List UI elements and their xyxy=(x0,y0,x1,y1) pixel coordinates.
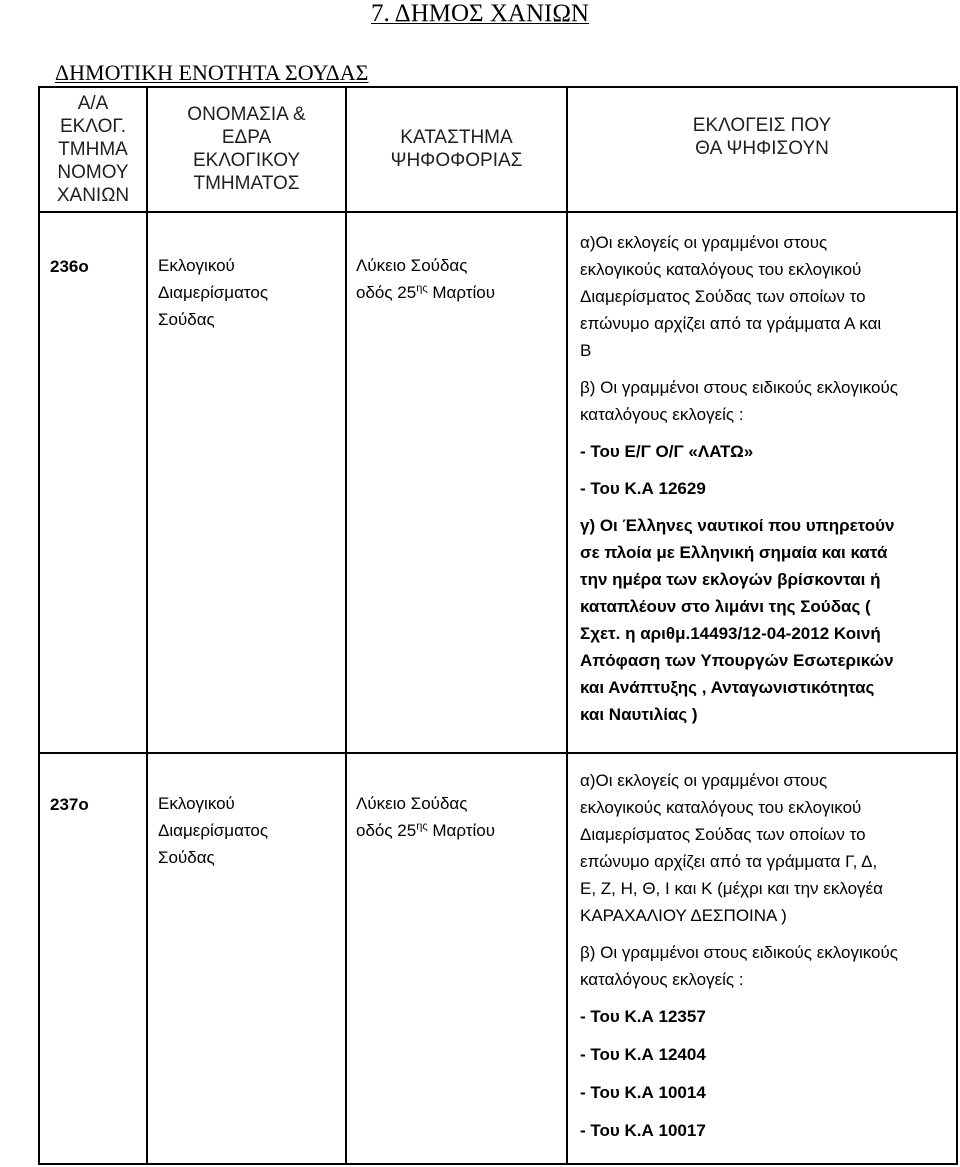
voters-clause-b: β) Οι γραμμένοι στους ειδικούς εκλογικούς καταλόγους εκλογείς : xyxy=(580,943,898,989)
header-polling-station: ΚΑΤΑΣΤΗΜΑ ΨΗΦΟΦΟΡΙΑΣ xyxy=(390,127,523,171)
header-section-name: ΟΝΟΜΑΣΙΑ & ΕΔΡΑ ΕΚΛΟΓΙΚΟΥ ΤΜΗΜΑΤΟΣ xyxy=(187,104,306,194)
column-divider-3 xyxy=(566,86,568,1165)
special-lists: - Του Ε/Γ Ο/Γ «ΛΑΤΩ» - Του Κ.Α 12629 xyxy=(580,442,754,498)
table-right-border xyxy=(956,86,958,1165)
table-left-border xyxy=(38,86,40,1165)
header-voters: ΕΚΛΟΓΕΙΣ ΠΟΥ ΘΑ ΨΗΦΙΣΟΥΝ xyxy=(692,115,832,159)
header-section-number: Α/Α ΕΚΛΟΓ. ΤΜΗΜΑ ΝΟΜΟΥ ΧΑΝΙΩΝ xyxy=(56,93,130,206)
section-name: Εκλογικού Διαμερίσματος Σούδας xyxy=(158,794,269,867)
column-divider-2 xyxy=(345,86,347,1165)
voters-description xyxy=(580,767,952,1144)
section-name: Εκλογικού Διαμερίσματος Σούδας xyxy=(158,256,269,329)
column-divider-1 xyxy=(146,86,148,1165)
voters-clause-a: α)Οι εκλογείς οι γραμμένοι στους εκλογικούς καταλόγους του εκλογικού Διαμερίσματος Σούδας των οποίων το επώνυμο αρχίζει από τα γράμματα Γ, Δ, Ε, Ζ, Η, Θ, Ι και Κ (μέχρι και την εκλογέα ΚΑΡΑΧΑΛΙΟΥ ΔΕΣΠΟΙΝΑ ) xyxy=(580,771,883,925)
voters-description xyxy=(580,229,952,728)
special-lists: - Του Κ.Α 12357 - Του Κ.Α 12404 - Του Κ.Α 10014 - Του Κ.Α 10017 xyxy=(580,1007,706,1140)
page-title: 7. ΔΗΜΟΣ ΧΑΝΙΩΝ xyxy=(371,0,589,27)
header-bottom-border xyxy=(38,211,958,213)
table-top-border xyxy=(38,86,958,88)
voters-clause-b: β) Οι γραμμένοι στους ειδικούς εκλογικούς καταλόγους εκλογείς : xyxy=(580,378,898,424)
voters-clause-a: α)Οι εκλογείς οι γραμμένοι στους εκλογικούς καταλόγους του εκλογικού Διαμερίσματος Σούδας των οποίων το επώνυμο αρχίζει από τα γράμματα Α και Β xyxy=(580,233,882,360)
polling-station: Λύκειο Σούδας οδός $25^{\eta\varsigma}$ Μαρτίου xyxy=(356,794,496,840)
polling-station: Λύκειο Σούδας οδός $25^{\eta\varsigma}$ Μαρτίου xyxy=(356,256,496,302)
section-number: 236ο xyxy=(50,257,89,276)
section-number: 237ο xyxy=(50,795,89,814)
table-bottom-border xyxy=(38,1163,958,1165)
row-divider xyxy=(38,752,958,754)
unit-heading: ΔΗΜΟΤΙΚΗ ΕΝΟΤΗΤΑ ΣΟΥΔΑΣ xyxy=(55,60,369,85)
voters-clause-c: γ) Οι Έλληνες ναυτικοί που υπηρετούν σε πλοία με Ελληνική σημαία και κατά την ημέρα των εκλογών βρίσκονται ή καταπλέουν στο λιμάνι της Σούδας ( Σχετ. η αριθμ.14493/12-04-2012 Κοινή Απόφαση των Υπουργών Εσωτερικών και Ανάπτυξης , Ανταγωνιστικότητας και Ναυτιλίας ) xyxy=(580,516,895,724)
